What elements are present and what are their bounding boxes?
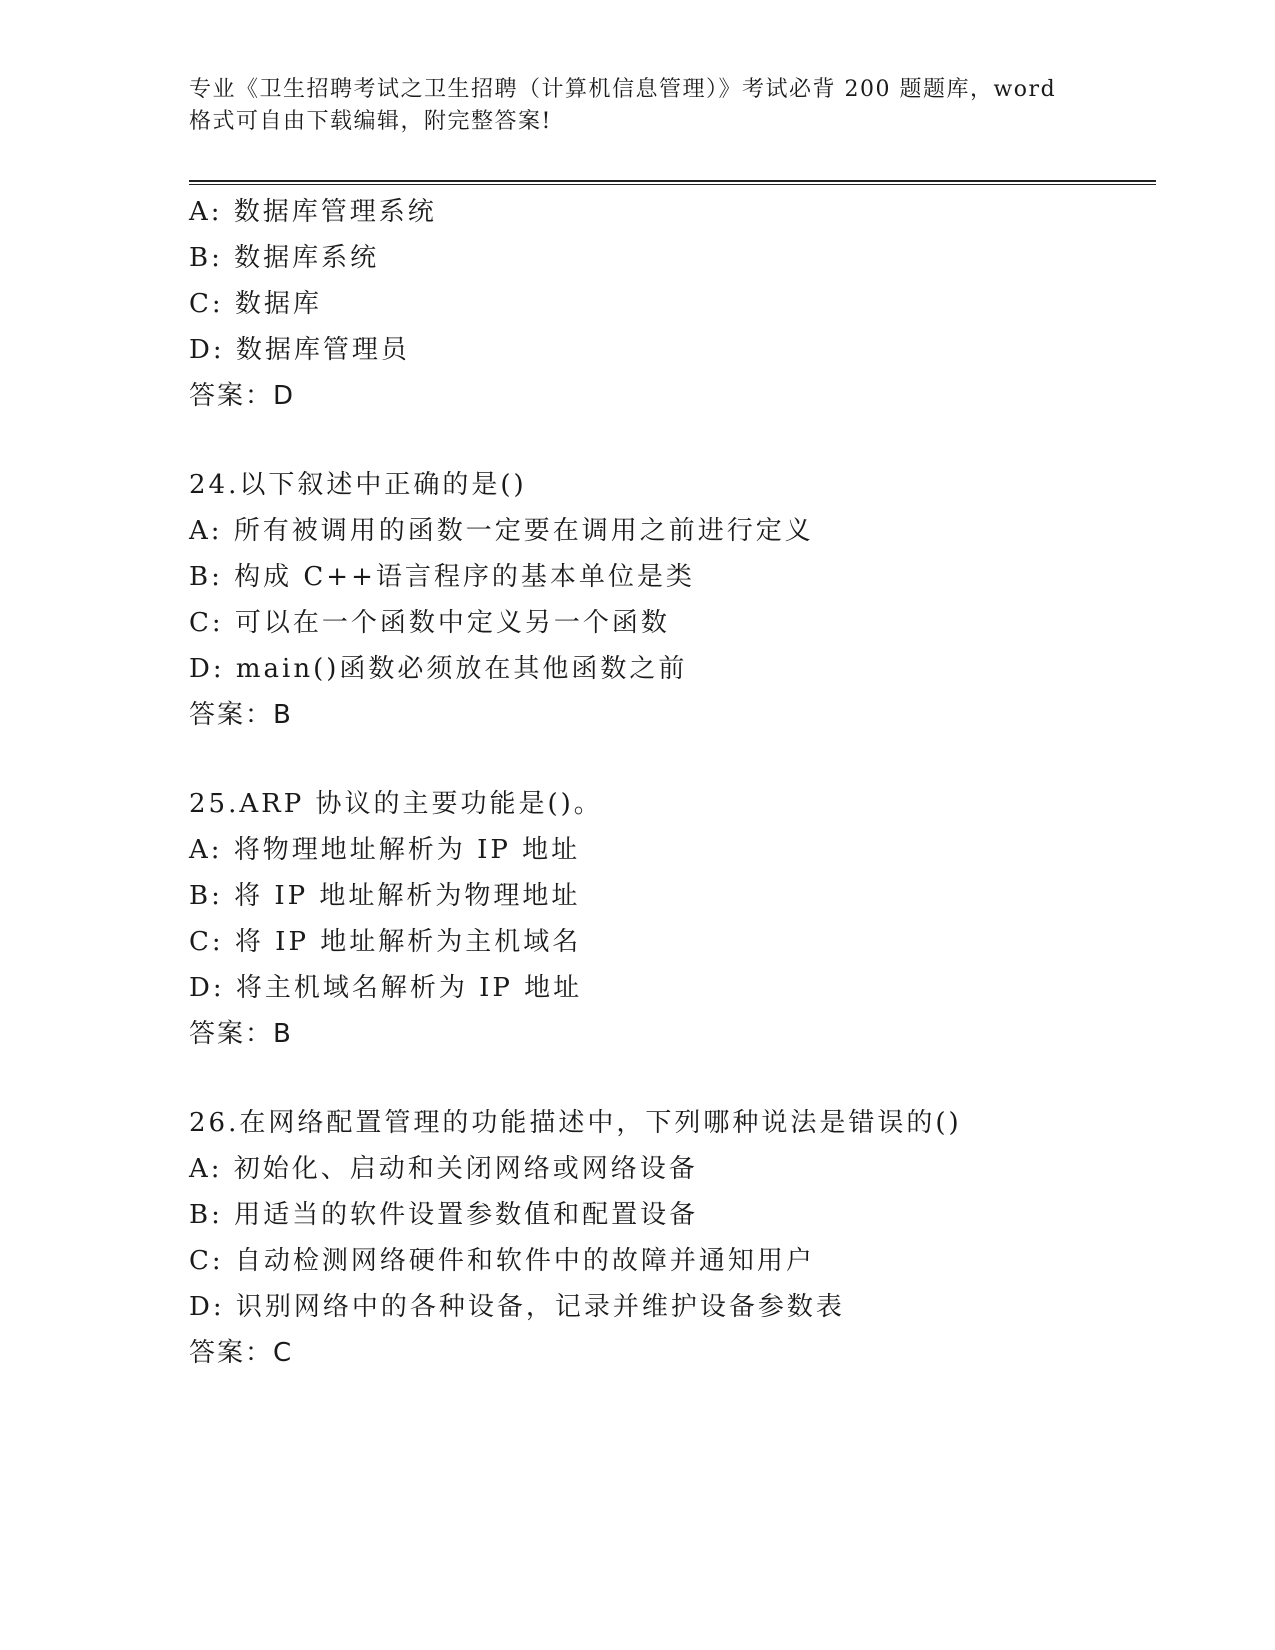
option-b: B: 数据库系统: [189, 243, 380, 273]
question-block-24: [189, 462, 1149, 738]
option-a: A: 所有被调用的函数一定要在调用之前进行定义: [189, 516, 814, 546]
question-list: [189, 189, 1149, 1376]
header-title-line-1: 专业《卫生招聘考试之卫生招聘（计算机信息管理）》考试必背 200 题题库，word: [189, 77, 1057, 102]
question-text: 25.ARP 协议的主要功能是()。: [189, 789, 603, 819]
option-c: C: 将 IP 地址解析为主机域名: [189, 927, 582, 957]
question-text: 26.在网络配置管理的功能描述中，下列哪种说法是错误的(): [189, 1108, 962, 1138]
option-a: A: 初始化、启动和关闭网络或网络设备: [189, 1154, 698, 1184]
answer-line: 答案：C: [189, 1338, 294, 1368]
option-b: B: 构成 C++语言程序的基本单位是类: [189, 562, 695, 592]
header-divider-thick: [189, 180, 1156, 182]
spacer: [189, 1057, 1149, 1100]
document-header: [189, 74, 1089, 138]
option-c: C: 自动检测网络硬件和软件中的故障并通知用户: [189, 1246, 815, 1276]
option-d: D: 识别网络中的各种设备，记录并维护设备参数表: [189, 1292, 845, 1322]
answer-line: 答案：D: [189, 381, 296, 411]
question-text: 24.以下叙述中正确的是(): [189, 470, 527, 500]
answer-line: 答案：B: [189, 700, 293, 730]
question-block-23: [189, 189, 1149, 419]
question-block-25: [189, 781, 1149, 1057]
question-block-26: [189, 1100, 1149, 1376]
spacer: [189, 738, 1149, 781]
option-c: C: 数据库: [189, 289, 322, 319]
option-a: A: 数据库管理系统: [189, 197, 437, 227]
option-d: D: 数据库管理员: [189, 335, 410, 365]
header-title-line-2: 格式可自由下载编辑，附完整答案!: [189, 109, 552, 134]
option-d: D: 将主机域名解析为 IP 地址: [189, 973, 583, 1003]
option-a: A: 将物理地址解析为 IP 地址: [189, 835, 581, 865]
option-c: C: 可以在一个函数中定义另一个函数: [189, 608, 670, 638]
option-b: B: 将 IP 地址解析为物理地址: [189, 881, 581, 911]
spacer: [189, 419, 1149, 462]
option-d: D: main()函数必须放在其他函数之前: [189, 654, 688, 684]
answer-line: 答案：B: [189, 1019, 293, 1049]
option-b: B: 用适当的软件设置参数值和配置设备: [189, 1200, 699, 1230]
header-divider-thin: [189, 184, 1156, 185]
